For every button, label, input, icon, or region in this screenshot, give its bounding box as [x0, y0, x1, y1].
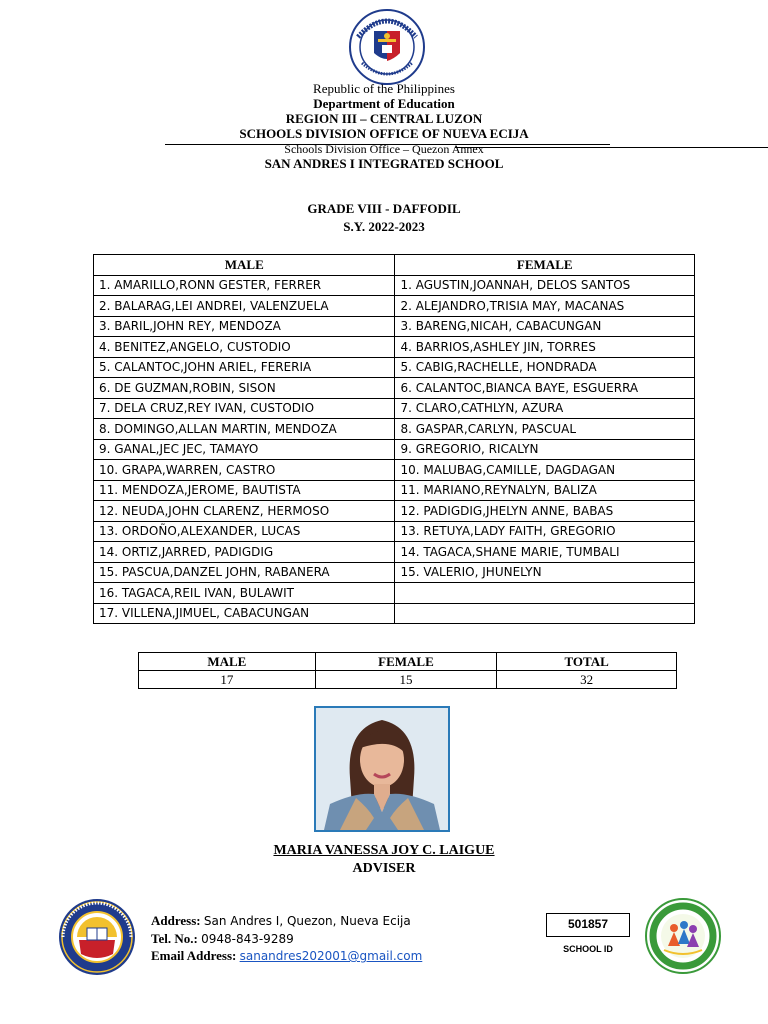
male-student: 6. DE GUZMAN,ROBIN, SISON — [94, 378, 395, 399]
total-count: 32 — [497, 671, 677, 689]
male-student: 13. ORDOÑO,ALEXANDER, LUCAS — [94, 521, 395, 542]
female-student: 11. MARIANO,REYNALYN, BALIZA — [395, 480, 695, 501]
male-student: 9. GANAL,JEC JEC, TAMAYO — [94, 439, 395, 460]
female-student: 7. CLARO,CATHLYN, AZURA — [395, 398, 695, 419]
summary-female-header: FEMALE — [315, 653, 497, 671]
enrollment-summary-table — [138, 652, 677, 689]
address-line — [151, 914, 411, 927]
telephone-value: 0948-843-9289 — [201, 932, 294, 946]
school-name: SAN ANDRES I INTEGRATED SCHOOL — [264, 156, 504, 171]
table-row — [94, 439, 695, 460]
male-student: 11. MENDOZA,JEROME, BAUTISTA — [94, 480, 395, 501]
division-label: SCHOOLS DIVISION OFFICE OF NUEVA ECIJA — [239, 126, 529, 141]
male-student: 3. BARIL,JOHN REY, MENDOZA — [94, 316, 395, 337]
male-student: 17. VILLENA,JIMUEL, CABACUNGAN — [94, 603, 395, 624]
roster-header-row — [94, 255, 695, 276]
table-row — [94, 296, 695, 317]
table-row — [94, 378, 695, 399]
female-student: 2. ALEJANDRO,TRISIA MAY, MACANAS — [395, 296, 695, 317]
male-count: 17 — [139, 671, 316, 689]
female-student: 10. MALUBAG,CAMILLE, DAGDAGAN — [395, 460, 695, 481]
female-student: 15. VALERIO, JHUNELYN — [395, 562, 695, 583]
male-student: 15. PASCUA,DANZEL JOHN, RABANERA — [94, 562, 395, 583]
male-student: 1. AMARILLO,RONN GESTER, FERRER — [94, 275, 395, 296]
table-row — [94, 316, 695, 337]
school-year-label: S.Y. 2022-2023 — [343, 219, 425, 234]
child-friendly-school-logo-icon — [644, 898, 722, 974]
address-label: Address: — [151, 913, 201, 928]
female-student-empty — [395, 603, 695, 624]
table-row — [94, 480, 695, 501]
summary-total-header: TOTAL — [497, 653, 677, 671]
male-student: 10. GRAPA,WARREN, CASTRO — [94, 460, 395, 481]
female-student: 9. GREGORIO, RICALYN — [395, 439, 695, 460]
female-student: 13. RETUYA,LADY FAITH, GREGORIO — [395, 521, 695, 542]
email-label: Email Address: — [151, 948, 237, 963]
male-student: 16. TAGACA,REIL IVAN, BULAWIT — [94, 583, 395, 604]
male-student: 2. BALARAG,LEI ANDREI, VALENZUELA — [94, 296, 395, 317]
summary-male-header: MALE — [139, 653, 316, 671]
male-student: 14. ORTIZ,JARRED, PADIGDIG — [94, 542, 395, 563]
male-column-header: MALE — [94, 255, 395, 276]
table-row — [94, 603, 695, 624]
table-row — [94, 337, 695, 358]
table-row — [94, 562, 695, 583]
male-student: 12. NEUDA,JOHN CLARENZ, HERMOSO — [94, 501, 395, 522]
table-row — [94, 501, 695, 522]
female-student: 3. BARENG,NICAH, CABACUNGAN — [395, 316, 695, 337]
female-student: 5. CABIG,RACHELLE, HONDRADA — [395, 357, 695, 378]
class-roster-table — [93, 254, 695, 624]
table-row — [94, 583, 695, 604]
female-student: 14. TAGACA,SHANE MARIE, TUMBALI — [395, 542, 695, 563]
male-student: 5. CALANTOC,JOHN ARIEL, FERERIA — [94, 357, 395, 378]
female-student-empty — [395, 583, 695, 604]
republic-label: Republic of the Philippines — [313, 81, 455, 96]
adviser-photo — [314, 706, 450, 832]
female-count: 15 — [315, 671, 497, 689]
summary-values-row — [139, 671, 677, 689]
department-label: Department of Education — [313, 96, 455, 111]
grade-section-title: GRADE VIII - DAFFODIL — [307, 201, 461, 216]
female-student: 1. AGUSTIN,JOANNAH, DELOS SANTOS — [395, 275, 695, 296]
table-row — [94, 521, 695, 542]
adviser-role: ADVISER — [352, 861, 416, 876]
table-row — [94, 275, 695, 296]
male-student: 8. DOMINGO,ALLAN MARTIN, MENDOZA — [94, 419, 395, 440]
female-column-header: FEMALE — [395, 255, 695, 276]
female-student: 12. PADIGDIG,JHELYN ANNE, BABAS — [395, 501, 695, 522]
school-id-label: SCHOOL ID — [563, 944, 613, 954]
region-label: REGION III – CENTRAL LUZON — [285, 111, 483, 126]
table-row — [94, 398, 695, 419]
male-student: 4. BENITEZ,ANGELO, CUSTODIO — [94, 337, 395, 358]
telephone-label: Tel. No.: — [151, 931, 198, 946]
table-row — [94, 542, 695, 563]
telephone-line — [151, 932, 294, 945]
deped-seal-icon — [344, 9, 430, 85]
table-row — [94, 357, 695, 378]
female-student: 6. CALANTOC,BIANCA BAYE, ESGUERRA — [395, 378, 695, 399]
annex-label: Schools Division Office – Quezon Annex — [284, 142, 484, 156]
male-student: 7. DELA CRUZ,REY IVAN, CUSTODIO — [94, 398, 395, 419]
school-seal-icon — [55, 898, 139, 976]
table-row — [94, 419, 695, 440]
table-row — [94, 460, 695, 481]
female-student: 4. BARRIOS,ASHLEY JIN, TORRES — [395, 337, 695, 358]
summary-header-row — [139, 653, 677, 671]
school-id-value: 501857 — [546, 913, 630, 937]
email-line — [151, 949, 422, 962]
address-value: San Andres I, Quezon, Nueva Ecija — [203, 914, 411, 928]
email-link[interactable]: sanandres202001@gmail.com — [239, 949, 423, 963]
adviser-name: MARIA VANESSA JOY C. LAIGUE — [273, 843, 495, 858]
female-student: 8. GASPAR,CARLYN, PASCUAL — [395, 419, 695, 440]
portrait-image — [316, 708, 448, 830]
